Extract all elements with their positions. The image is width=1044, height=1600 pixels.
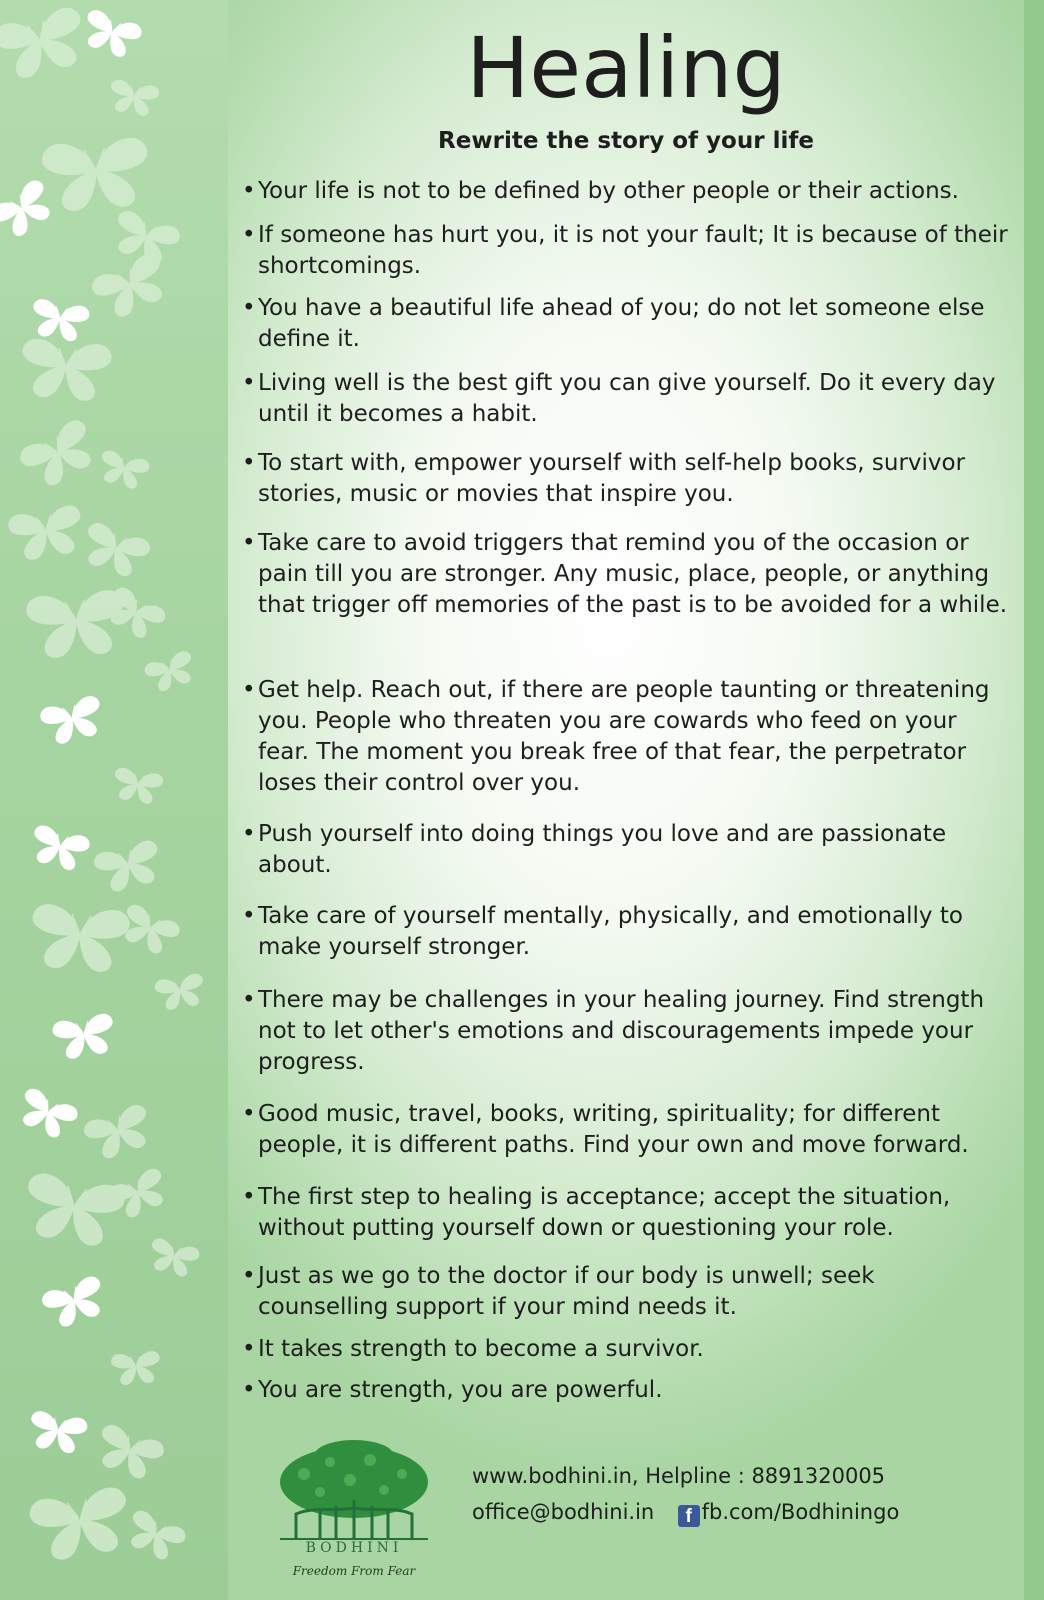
facebook-link[interactable]: fb.com/Bodhiningo — [701, 1500, 900, 1524]
bullet-item: • The first step to healing is acceptance; accept the situation, without putting yourself down or questioning your role. — [242, 1182, 1012, 1244]
butterfly-icon — [7, 504, 87, 563]
footer-contact-line — [472, 1500, 899, 1527]
page-subtitle: Rewrite the story of your life — [438, 128, 814, 154]
bullet-item: • Get help. Reach out, if there are people taunting or threatening you. People who threaten you are cowards who feed on your fear. The moment you break free of that fear, the perpetrator loses their control over you. — [242, 675, 1012, 799]
butterfly-sidebar — [0, 0, 228, 1600]
butterfly-icon — [78, 8, 144, 62]
butterfly-icon — [107, 79, 160, 118]
facebook-icon: f — [678, 1505, 700, 1527]
bullet-item: • Just as we go to the doctor if our body is unwell; seek counselling support if your mind needs it. — [242, 1261, 1012, 1323]
butterfly-icon — [111, 767, 164, 806]
content-panel — [228, 0, 1024, 1600]
bullet-item: • Living well is the best gift you can give yourself. Do it every day until it becomes a habit. — [242, 368, 1012, 430]
logo-tagline: Freedom From Fear — [292, 1564, 416, 1578]
bullet-item: • Good music, travel, books, writing, spirituality; for different people, it is different paths. Find your own and move forward. — [242, 1099, 1012, 1161]
butterfly-icon — [77, 520, 152, 582]
email-link[interactable]: office@bodhini.in — [472, 1500, 655, 1524]
bullet-item: • To start with, empower yourself with self-help books, survivor stories, music or movies that inspire you. — [242, 448, 1012, 510]
butterfly-icon — [81, 1102, 156, 1164]
butterfly-icon — [154, 973, 207, 1012]
bullet-item: • Push yourself into doing things you love and are passionate about. — [242, 819, 1012, 881]
right-border-strip — [1024, 0, 1044, 1600]
butterfly-icon — [51, 1012, 118, 1061]
butterflies-decoration — [0, 0, 228, 1600]
bullet-item: • It takes strength to become a survivor. — [242, 1334, 1012, 1365]
butterfly-icon — [27, 823, 91, 873]
butterfly-icon — [28, 903, 130, 974]
butterfly-icon — [16, 416, 103, 493]
butterfly-icon — [19, 338, 113, 403]
bullet-item: • You have a beautiful life ahead of you; do not let someone else define it. — [242, 293, 1012, 355]
butterfly-icon — [26, 1410, 88, 1456]
butterfly-icon — [40, 1274, 111, 1332]
butterfly-icon — [13, 1086, 80, 1143]
butterfly-icon — [88, 250, 174, 324]
website-helpline: www.bodhini.in, Helpline : 8891320005 — [472, 1464, 886, 1488]
page-title: Healing — [466, 19, 786, 117]
butterfly-icon — [121, 1508, 188, 1565]
bullet-item: • Your life is not to be defined by other people or their actions. — [242, 176, 1012, 207]
bullet-item: • Take care of yourself mentally, physically, and emotionally to make yourself stronger. — [242, 901, 1012, 963]
butterfly-icon — [92, 838, 166, 895]
bullet-item: • If someone has hurt you, it is not your fault; It is because of their shortcomings. — [242, 220, 1012, 282]
butterfly-icon — [28, 298, 90, 344]
butterfly-icon — [111, 1350, 162, 1386]
butterfly-icon — [25, 589, 127, 660]
bullet-item: • There may be challenges in your healing journey. Find strength not to let other's emotions and discouragements impede your progress. — [242, 985, 1012, 1078]
butterfly-icon — [0, 177, 60, 244]
butterfly-icon — [91, 1422, 166, 1484]
butterfly-icon — [27, 1485, 134, 1564]
butterfly-icon — [96, 449, 151, 492]
butterfly-icon — [0, 5, 92, 84]
logo-name: BODHINI — [305, 1540, 403, 1556]
bullet-item: • You are strength, you are powerful. — [242, 1375, 1012, 1406]
butterfly-icon — [20, 1171, 127, 1250]
bullet-item: • Take care to avoid triggers that remind you of the occasion or pain till you are stronger. Any music, place, people, or anything that trigger off memories of the past is to be avoided for a while. — [242, 528, 1012, 621]
butterfly-icon — [38, 694, 107, 748]
butterfly-icon — [106, 1166, 173, 1223]
butterfly-icon — [41, 136, 152, 213]
butterfly-icon — [146, 1237, 201, 1280]
butterfly-icon — [143, 649, 200, 695]
